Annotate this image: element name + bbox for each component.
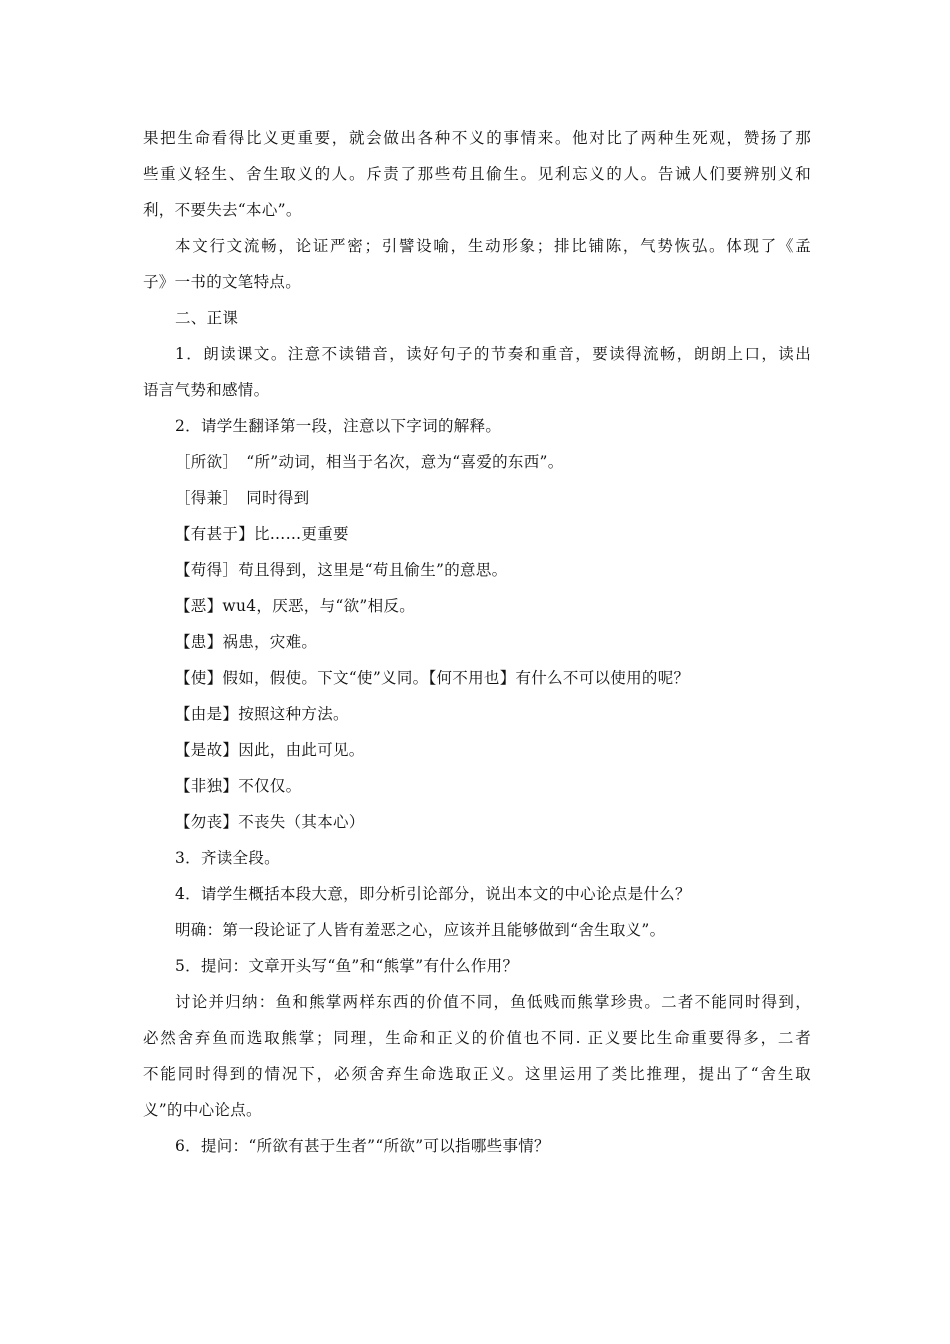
- document-body: [143, 120, 811, 1164]
- paragraph-line: 1．朗读课文。注意不读错音，读好句子的节奏和重音，要读得流畅，朗朗上口，读出: [175, 345, 811, 363]
- paragraph-line: 4．请学生概括本段大意，即分析引论部分，说出本文的中心论点是什么？: [175, 885, 691, 903]
- vocab-item: 【非独】不仅仅。: [175, 777, 302, 795]
- vocab-item: 【苟得］苟且得到，这里是“苟且偷生”的意思。: [175, 561, 508, 579]
- paragraph-line: 必然舍弃鱼而选取熊掌；同理，生命和正义的价值也不同. 正义要比生命重要得多，二者: [143, 1029, 811, 1047]
- paragraph-line: 子》一书的文笔特点。: [143, 273, 302, 291]
- vocab-item: 【有甚于】比……更重要: [175, 525, 349, 543]
- paragraph-line: 讨论并归纳：鱼和熊掌两样东西的价值不同，鱼低贱而熊掌珍贵。二者不能同时得到，: [175, 993, 811, 1011]
- paragraph-line: 5．提问：文章开头写“鱼”和“熊掌”有什么作用？: [175, 957, 519, 975]
- vocab-item: 【是故】因此，由此可见。: [175, 741, 365, 759]
- paragraph-line: 明确：第一段论证了人皆有羞恶之心，应该并且能够做到“舍生取义”。: [175, 921, 666, 939]
- paragraph-line: 2．请学生翻译第一段，注意以下字词的解释。: [175, 417, 502, 435]
- vocab-item: ［所欲］ “所”动词，相当于名次，意为“喜爱的东西”。: [175, 453, 564, 471]
- paragraph-line: 义”的中心论点。: [143, 1101, 262, 1119]
- section-heading: 二、正课: [175, 309, 239, 327]
- paragraph-line: 语言气势和感情。: [143, 381, 270, 399]
- paragraph-line: 本文行文流畅，论证严密；引譬设喻，生动形象；排比铺陈，气势恢弘。体现了《孟: [175, 237, 811, 255]
- vocab-item: 【由是】按照这种方法。: [175, 705, 349, 723]
- paragraph-line: 些重义轻生、舍生取义的人。斥责了那些苟且偷生。见利忘义的人。告诫人们要辨别义和: [143, 165, 811, 183]
- vocab-item: 【恶】wu4，厌恶，与“欲”相反。: [175, 597, 416, 615]
- paragraph-line: 果把生命看得比义更重要，就会做出各种不义的事情来。他对比了两种生死观，赞扬了那: [143, 129, 811, 147]
- vocab-item: ［得兼］ 同时得到: [175, 489, 310, 507]
- paragraph-line: 利，不要失去“本心”。: [143, 201, 302, 219]
- vocab-item: 【患】祸患，灾难。: [175, 633, 318, 651]
- paragraph-line: 不能同时得到的情况下，必须舍弃生命选取正义。这里运用了类比推理，提出了“舍生取: [143, 1065, 811, 1083]
- vocab-item: 【勿丧】不丧失（其本心）: [175, 813, 365, 831]
- paragraph-line: 3．齐读全段。: [175, 849, 280, 867]
- paragraph-line: 6．提问：“所欲有甚于生者”“所欲”可以指哪些事情？: [175, 1137, 550, 1155]
- vocab-item: 【使】假如，假使。下文“使”义同。【何不用也】有什么不可以使用的呢？: [175, 669, 690, 687]
